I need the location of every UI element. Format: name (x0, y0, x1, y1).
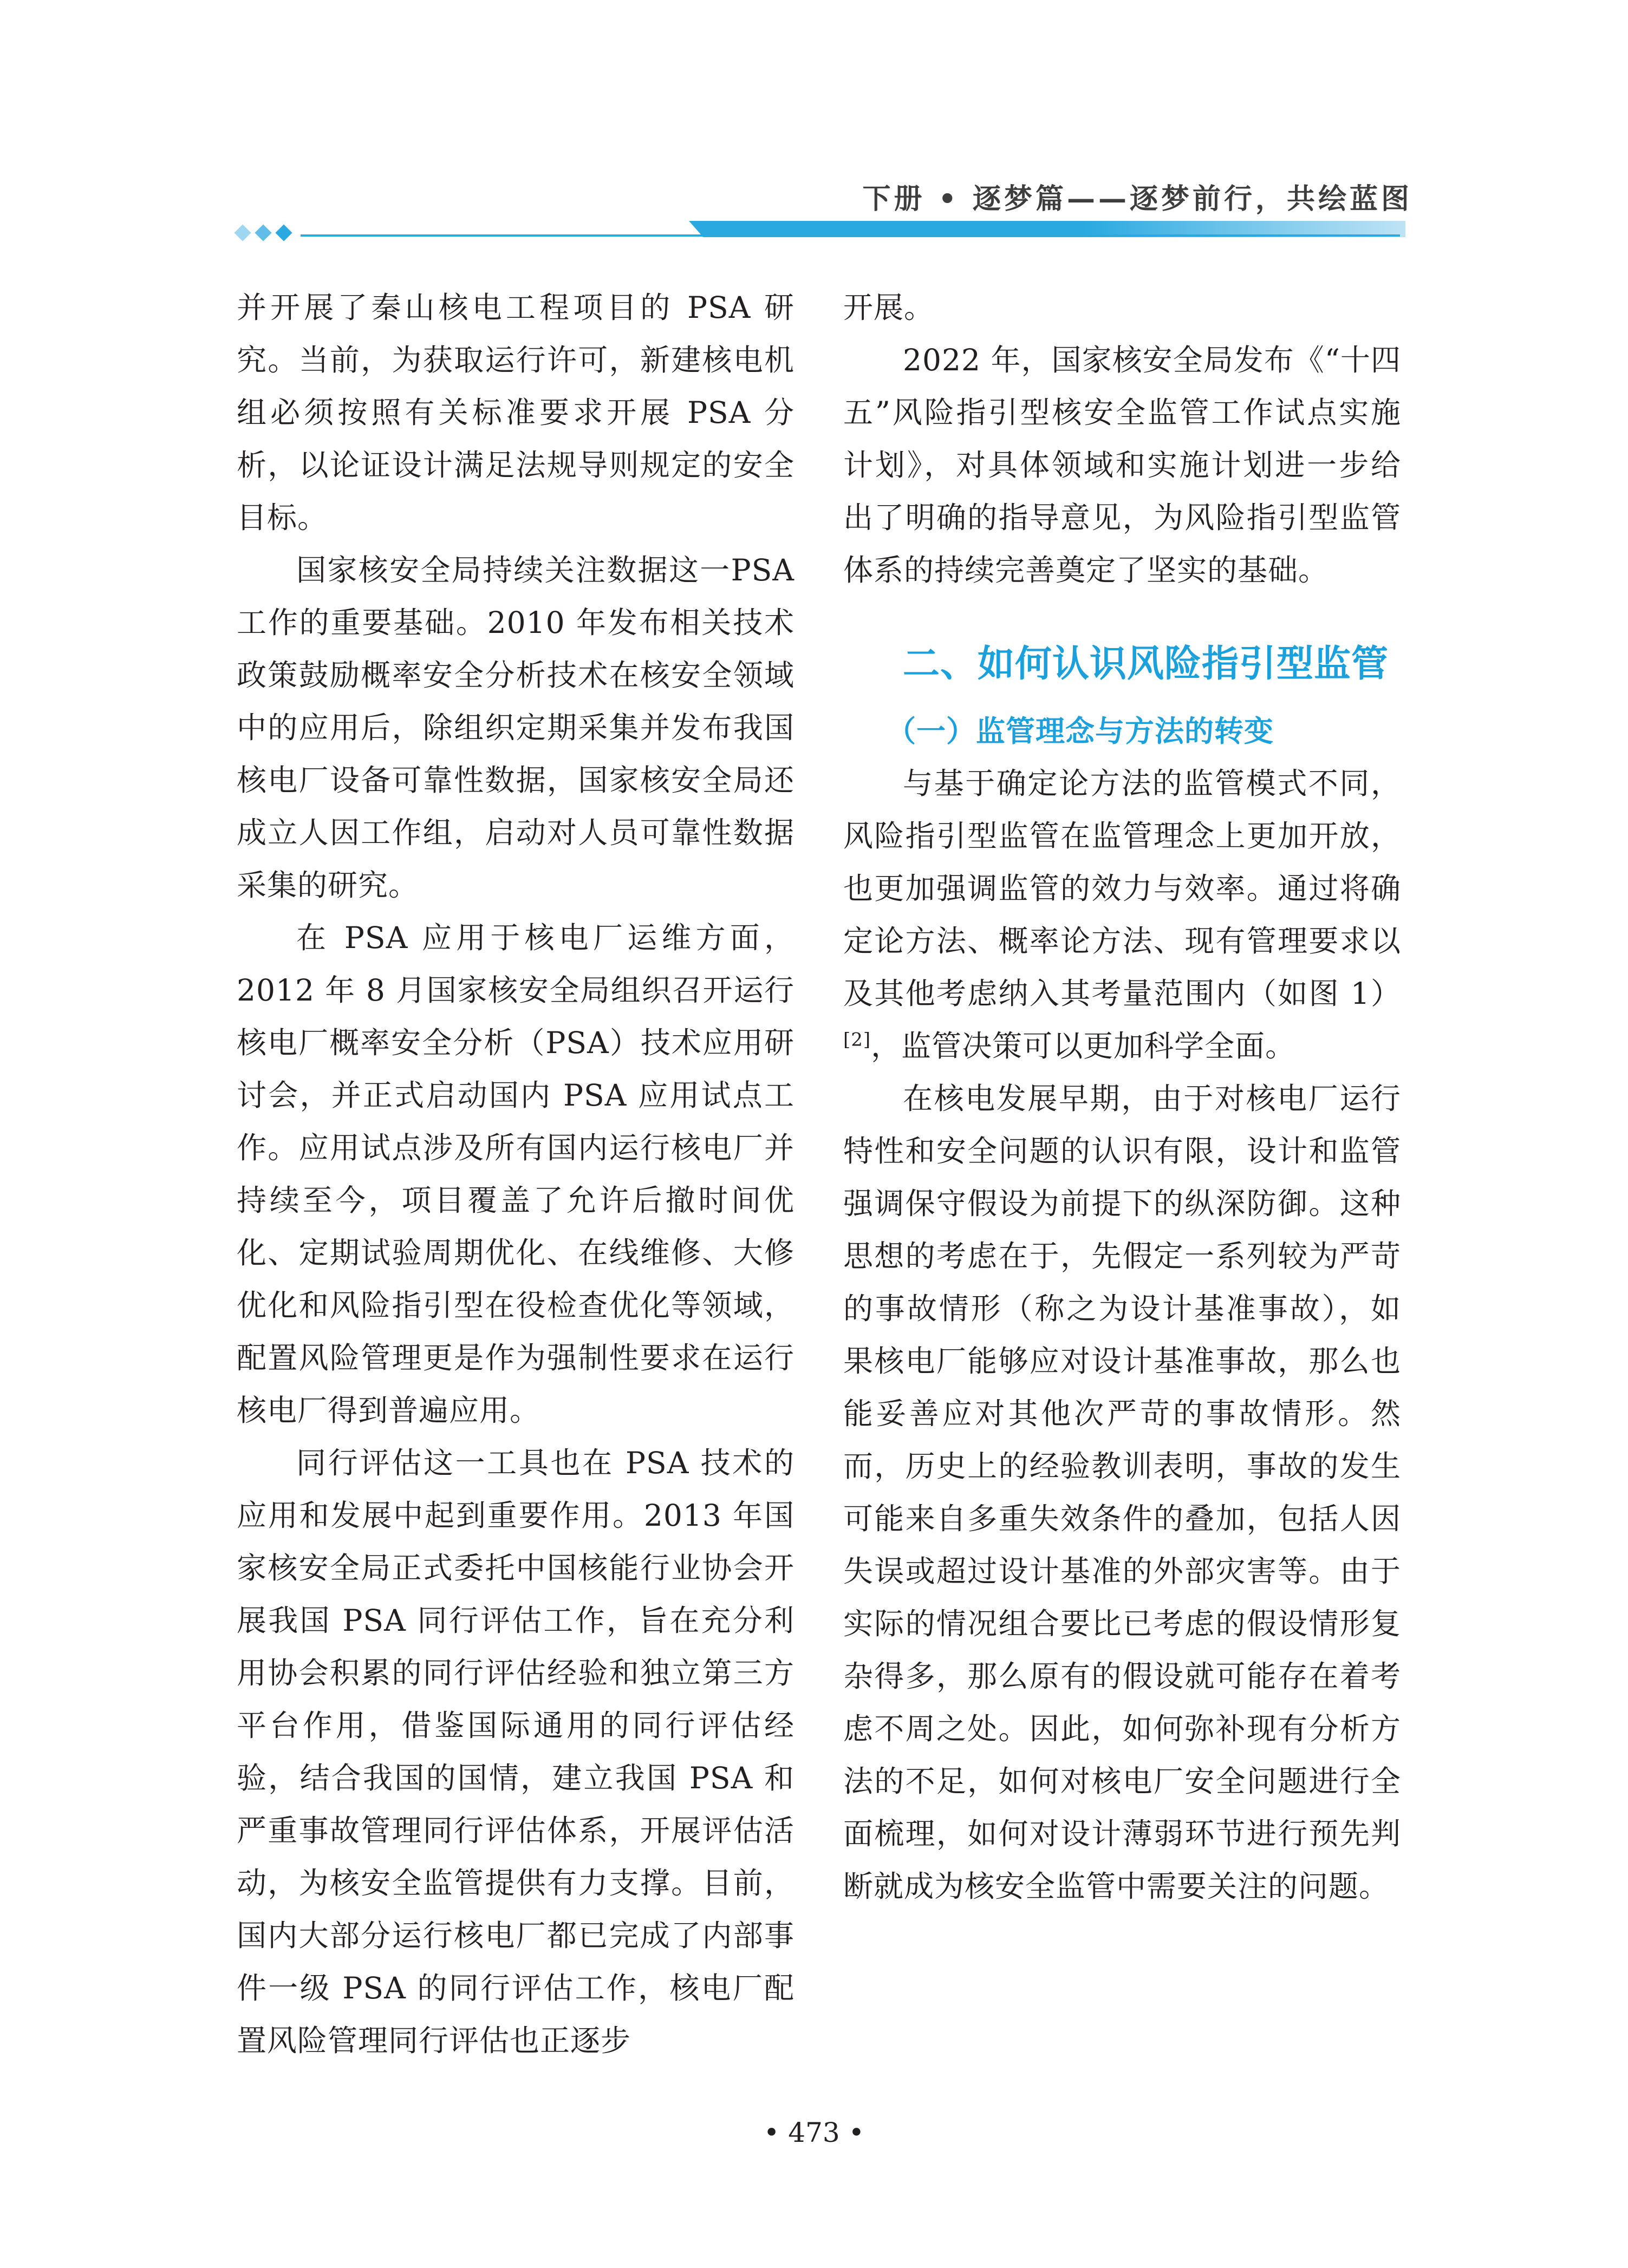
header-rule (301, 234, 1400, 237)
paragraph-text: 与基于确定论方法的监管模式不同，风险指引型监管在监管理念上更加开放，也更加强调监管的效力与效率。通过将确定论方法、概率论方法、现有管理要求以及其他考虑纳入其考量范围内（如图 1） (843, 766, 1401, 1011)
left-column (237, 282, 795, 2067)
subsection-heading: （一）监管理念与方法的转变 (887, 714, 1274, 748)
paragraph: 同行评估这一工具也在 PSA 技术的应用和发展中起到重要作用。2013 年国家核安全局正式委托中国核能行业协会开展我国 PSA 同行评估工作，旨在充分利用协会积累的同行评估经验和独立第三方平台作用，借鉴国际通用的同行评估经验，结合我国的国情，建立我国 PSA 和严重事故管理同行评估体系，开展评估活动，为核安全监管提供有力支撑。目前，国内大部分运行核电厂都已完成了内部事件一级 PSA 的同行评估工作，核电厂配置风险管理同行评估也正逐步 (237, 1446, 795, 2058)
section-heading: 二、如何认识风险指引型监管 (903, 643, 1389, 685)
paragraph (843, 757, 1401, 1073)
paragraph: 2022 年，国家核安全局发布《“十四五”风险指引型核安全监管工作试点实施计划》，对具体领域和实施计划进一步给出了明确的指导意见，为风险指引型监管体系的持续完善奠定了坚实的基础。 (843, 343, 1401, 587)
paragraph: 并开展了秦山核电工程项目的 PSA 研究。当前，为获取运行许可，新建核电机组必须按照有关标准要求开展 PSA 分析，以论证设计满足法规导则规定的安全目标。 (237, 290, 795, 535)
diamond-icon (234, 224, 251, 241)
paragraph: 在 PSA 应用于核电厂运维方面，2012 年 8 月国家核安全局组织召开运行核电厂概率安全分析（PSA）技术应用研讨会，并正式启动国内 PSA 应用试点工作。应用试点涉及所有国内运行核电厂并持续至今，项目覆盖了允许后撤时间优化、定期试验周期优化、在线维修、大修优化和风险指引型在役检查优化等领域，配置风险管理更是作为强制性要求在运行核电厂得到普遍应用。 (237, 920, 795, 1428)
paragraph: 开展。 (843, 290, 935, 325)
diamond-icon (275, 224, 292, 241)
paragraph: 在核电发展早期，由于对核电厂运行特性和安全问题的认识有限，设计和监管强调保守假设为前提下的纵深防御。这种思想的考虑在于，先假定一系列较为严苛的事故情形（称之为设计基准事故），如果核电厂能够应对设计基准事故，那么也能妥善应对其他次严苛的事故情形。然而，历史上的经验教训表明，事故的发生可能来自多重失效条件的叠加，包括人因失误或超过设计基准的外部灾害等。由于实际的情况组合要比已考虑的假设情形复杂得多，那么原有的假设就可能存在着考虑不周之处。因此，如何弥补现有分析方法的不足，如何对核电厂安全问题进行全面梳理，如何对设计薄弱环节进行预先判断就成为核安全监管中需要关注的问题。 (843, 1081, 1401, 1904)
paragraph-text: ，监管决策可以更加科学全面。 (871, 1029, 1296, 1063)
right-column (843, 282, 1401, 1913)
header-diamond-ornament (237, 224, 290, 242)
reference-marker: [2] (843, 1029, 871, 1051)
paragraph: 国家核安全局持续关注数据这一PSA 工作的重要基础。2010 年发布相关技术政策鼓励概率安全分析技术在核安全领域中的应用后，除组织定期采集并发布我国核电厂设备可靠性数据，国家核安全局还成立人因工作组，启动对人员可靠性数据采集的研究。 (237, 553, 795, 903)
page-number: • 473 • (763, 2117, 865, 2148)
running-header: 下册 • 逐梦篇——逐梦前行，共绘蓝图 (862, 183, 1412, 215)
diamond-icon (255, 224, 271, 241)
